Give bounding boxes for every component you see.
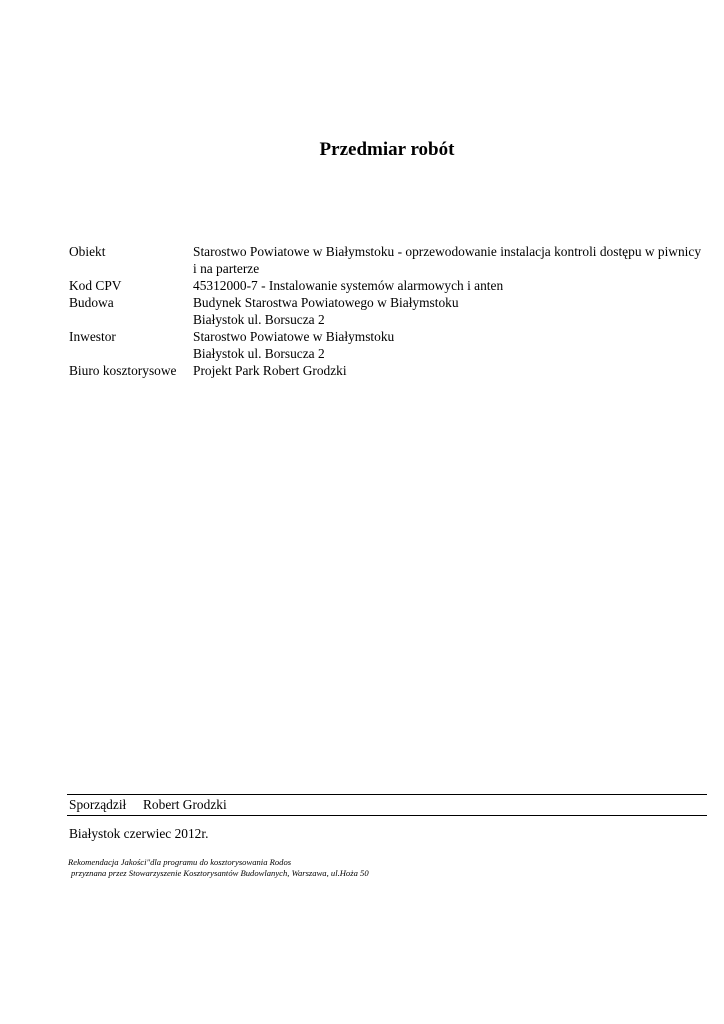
document-title: Przedmiar robót	[319, 139, 455, 160]
info-value-line: Starostwo Powiatowe w Białymstoku	[193, 329, 395, 344]
info-row-biuro	[69, 362, 709, 379]
info-value-line: Budynek Starostwa Powiatowego w Białymstoku	[193, 295, 459, 310]
footnote-line: Rekomendacja Jakości"dla programu do kosztorysowania Rodos	[68, 857, 292, 867]
info-label: Kod CPV	[69, 278, 122, 293]
info-row-inwestor	[69, 328, 709, 362]
info-row-kod-cpv	[69, 277, 709, 294]
info-value-line: i na parterze	[193, 261, 260, 276]
info-row-obiekt	[69, 243, 709, 277]
footnote-line: przyznana przez Stowarzyszenie Kosztorysantów Budowlanych, Warszawa, ul.Hoża 50	[71, 868, 369, 878]
info-value	[193, 294, 709, 328]
signature-block	[67, 794, 707, 816]
info-value-line: Białystok ul. Borsucza 2	[193, 312, 325, 327]
signature-name: Robert Grodzki	[143, 797, 227, 812]
info-label: Inwestor	[69, 329, 116, 344]
project-info-table	[69, 243, 709, 379]
place-date: Białystok czerwiec 2012r.	[69, 826, 209, 841]
info-value	[193, 328, 709, 362]
info-value-line: Starostwo Powiatowe w Białymstoku - oprzewodowanie instalacja kontroli dostępu w piwnicy	[193, 244, 702, 259]
info-value-line: Białystok ul. Borsucza 2	[193, 346, 325, 361]
footnote	[68, 857, 369, 879]
info-value	[193, 277, 709, 294]
signature-label: Sporządził	[69, 797, 127, 812]
info-value-line: 45312000-7 - Instalowanie systemów alarmowych i anten	[193, 278, 504, 293]
info-label: Biuro kosztorysowe	[69, 363, 177, 378]
info-label: Budowa	[69, 295, 114, 310]
info-value-line: Projekt Park Robert Grodzki	[193, 363, 347, 378]
info-value	[193, 243, 709, 277]
info-row-budowa	[69, 294, 709, 328]
info-label: Obiekt	[69, 244, 106, 259]
info-value	[193, 362, 709, 379]
